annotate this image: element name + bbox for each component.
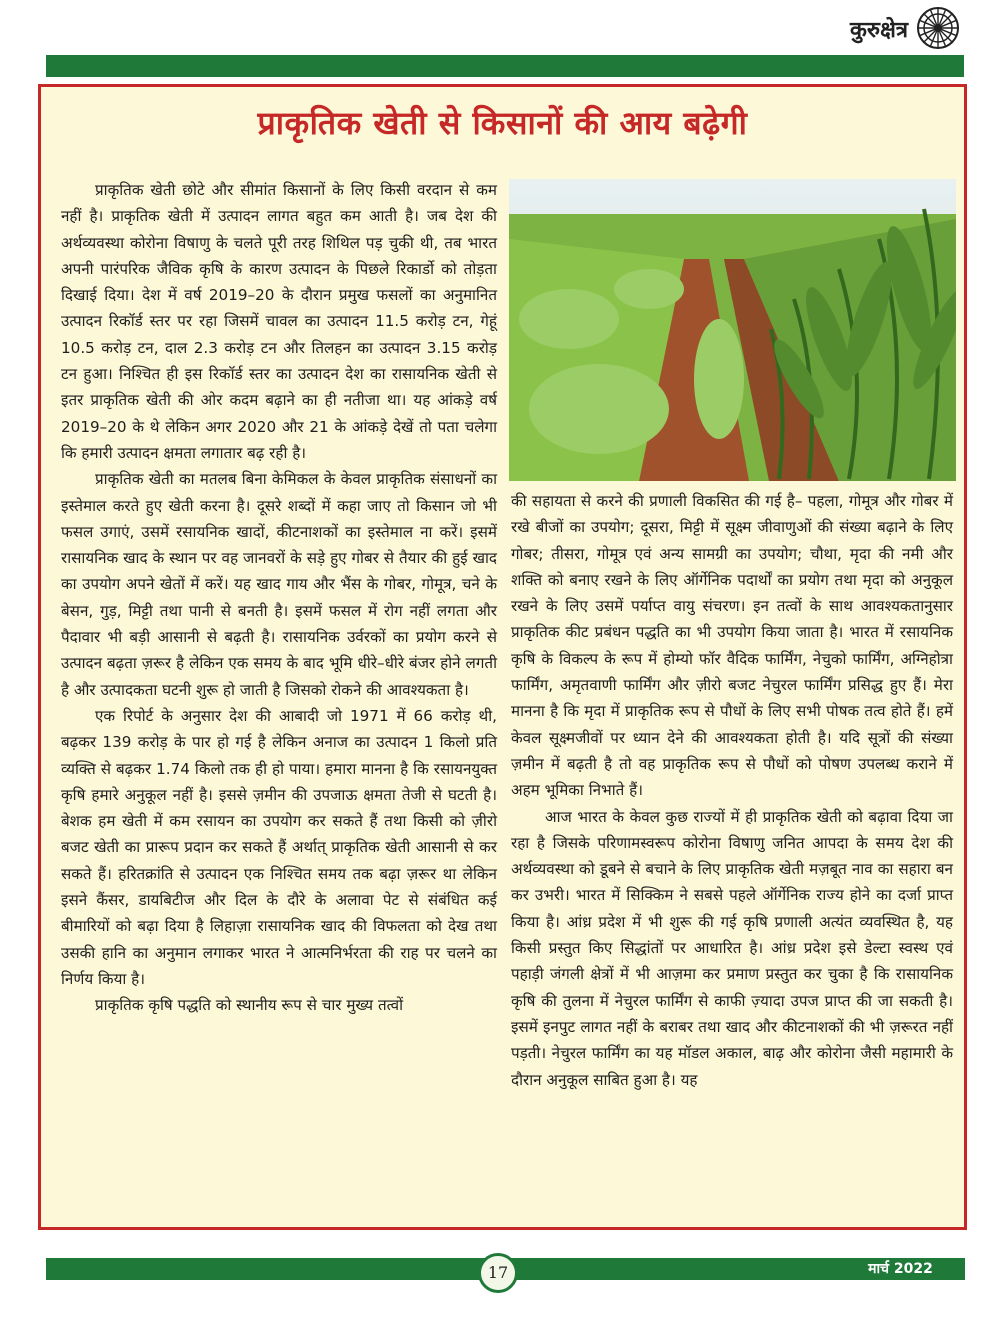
footer-band xyxy=(46,1258,846,1280)
crop-field-photo xyxy=(509,179,956,481)
paragraph: एक रिपोर्ट के अनुसार देश की आबादी जो 1971 में 66 करोड़ थी, बढ़कर 139 करोड़ के पार हो गई है लेकिन अनाज का उत्पादन 1 किलो प्रति व्यक्ति से बढ़कर 1.74 किलो तक ही हो पाया। हमारा मानना है कि रसायनयुक्त कृषि हमारे अनुकूल नहीं है। इससे ज़मीन की उपजाऊ क्षमता तेजी से घटती है। बेशक हम खेती में कम रसायन का उपयोग कर सकते हैं तथा किसी को ज़ीरो बजट खेती का प्रारूप प्रदान कर सकते हैं अर्थात् प्राकृतिक खेती आसानी से कर सकते हैं। हरितक्रांति से उत्पादन एक निश्चित समय तक बढ़ा ज़रूर था लेकिन इसने कैंसर, डायबिटीज और दिल के दौरे के अलावा पेट से संबंधित कई बीमारियों को बढ़ा दिया है लिहाज़ा रासायनिक खाद की विफलता को देख तथा उसकी हानि का अनुमान लगाकर भारत ने आत्मनिर्भरता की राह पर चलने का निर्णय किया है। xyxy=(61,706,497,988)
magazine-name: कुरुक्षेत्र xyxy=(850,17,908,43)
article-column-right xyxy=(511,488,953,1093)
paragraph: की सहायता से करने की प्रणाली विकसित की गई है– पहला, गोमूत्र और गोबर में रखे बीजों का उपयोग; दूसरा, मिट्टी में सूक्ष्म जीवाणुओं की संख्या बढ़ाने के लिए गोबर; तीसरा, गोमूत्र एवं अन्य सामग्री का उपयोग; चौथा, मृदा की नमी और शक्ति को बनाए रखने के लिए ऑर्गेनिक पदार्थों का प्रयोग तथा मृदा को अनुकूल रखने के लिए उसमें पर्याप्त वायु संचरण। इन तत्वों के साथ आवश्यकतानुसार प्राकृतिक कीट प्रबंधन पद्धति का भी उपयोग किया जाता है। भारत में रसायनिक कृषि के विकल्प के रूप में होम्यो फॉर वैदिक फार्मिंग, नेचुको फार्मिंग, अग्निहोत्रा फार्मिंग, अमृतवाणी फार्मिंग और ज़ीरो बजट नेचुरल फार्मिंग प्रसिद्ध हुए हैं। मेरा मानना है कि मृदा में प्राकृतिक रूप से पौधों के लिए सभी पोषक तत्व होते हैं। हमें केवल सूक्ष्मजीवों पर ध्यान देने की आवश्यकता होती है। यदि सूत्रों की संख्या ज़मीन में बढ़ती है तो वह प्राकृतिक रूप से पौधों को पोषण उपलब्ध कराने में अहम भूमिका निभाते हैं। xyxy=(511,492,953,800)
footer-band xyxy=(955,1258,965,1280)
article-title: प्राकृतिक खेती से किसानों की आय बढ़ेगी xyxy=(257,104,748,142)
paragraph: प्राकृतिक खेती छोटे और सीमांत किसानों के लिए किसी वरदान से कम नहीं है। प्राकृतिक खेती में उत्पादन लागत बहुत कम आती है। जब देश की अर्थव्यवस्था कोरोना विषाणु के चलते पूरी तरह शिथिल पड़ चुकी थी, तब भारत अपनी पारंपरिक जैविक कृषि के कारण उत्पादन के पिछले रिकार्डो को तोड़ता दिखाई दिया। देश में वर्ष 2019–20 के दौरान प्रमुख फसलों का अनुमानित उत्पादन रिकॉर्ड स्तर पर रहा जिसमें चावल का उत्पादन 11.5 करोड़ टन, गेहूं 10.5 करोड़ टन, दाल 2.3 करोड़ टन और तिलहन का उत्पादन 3.15 करोड़ टन हुआ। निश्चित ही इस रिकॉर्ड स्तर का उत्पादन देश का रासायनिक खेती से इतर प्राकृतिक खेती की ओर कदम बढ़ाने का ही नतीजा था। यह आंकड़े वर्ष 2019–20 के थे लेकिन अगर 2020 और 21 के आंकड़े देखें तो पता चलेगा कि हमारी उत्पादन क्षमता लगातार बढ़ रही है। xyxy=(61,181,497,462)
header-band xyxy=(46,55,964,77)
paragraph: प्राकृतिक खेती का मतलब बिना केमिकल के केवल प्राकृतिक संसाधनों का इस्तेमाल करते हुए खेती करना है। दूसरे शब्दों में कहा जाए तो किसान जो भी फसल उगाएं, उसमें रसायनिक खादों, कीटनाशकों का इस्तेमाल ना करें। इसमें रासायनिक खाद के स्थान पर वह जानवरों के सड़े हुए गोबर से तैयार की हुई खाद का उपयोग अपने खेतों में करें। यह खाद गाय और भैंस के गोबर, गोमूत्र, चने के बेसन, गुड़, मिट्टी तथा पानी से बनती है। इसमें फसल में रोग नहीं लगता और पैदावार भी बड़ी आसानी से बढ़ती है। रासायनिक उर्वरकों का प्रयोग करने से उत्पादन बढ़ता ज़रूर है लेकिन एक समय के बाद भूमि धीरे–धीरे बंजर होने लगती है और उत्पादकता घटनी शुरू हो जाती है जिसको रोकने की आवश्यकता है। xyxy=(61,470,497,699)
page-number: 17 xyxy=(478,1253,518,1293)
wheel-emblem-icon xyxy=(916,6,960,50)
article-box xyxy=(38,84,967,1230)
paragraph: प्राकृतिक कृषि पद्धति को स्थानीय रूप से चार मुख्य तत्वों xyxy=(95,996,403,1015)
paragraph: आज भारत के केवल कुछ राज्यों में ही प्राकृतिक खेती को बढ़ावा दिया जा रहा है जिसके परिणामस्वरूप कोरोना विषाणु जनित आपदा के समय देश की अर्थव्यवस्था को डूबने से बचाने के लिए प्राकृतिक खेती मज़बूत नाव का सहारा बन कर उभरी। भारत में सिक्किम ने सबसे पहले ऑर्गेनिक राज्य होने का दर्जा प्राप्त किया है। आंध्र प्रदेश में भी शुरू की गई कृषि प्रणाली अत्यंत व्यवस्थित है, यह किसी प्रस्तुत किए सिद्धांतों पर आधारित है। आंध्र प्रदेश इसे डेल्टा स्वस्थ एवं पहाड़ी जंगली क्षेत्रों में भी आज़मा कर प्रमाण प्रस्तुत कर चुका है कि रासायनिक कृषि की तुलना में नेचुरल फार्मिंग से काफी ज़्यादा उपज प्राप्त की जा सकती है। इसमें इनपुट लागत नहीं के बराबर तथा खाद और कीटनाशकों की भी ज़रूरत नहीं पड़ती। नेचुरल फार्मिंग का यह मॉडल अकाल, बाढ़ और कोरोना जैसी महामारी के दौरान अनुकूल साबित हुआ है। यह xyxy=(511,807,953,1089)
article-column-left xyxy=(61,177,497,1019)
issue-date: मार्च 2022 xyxy=(846,1258,955,1280)
